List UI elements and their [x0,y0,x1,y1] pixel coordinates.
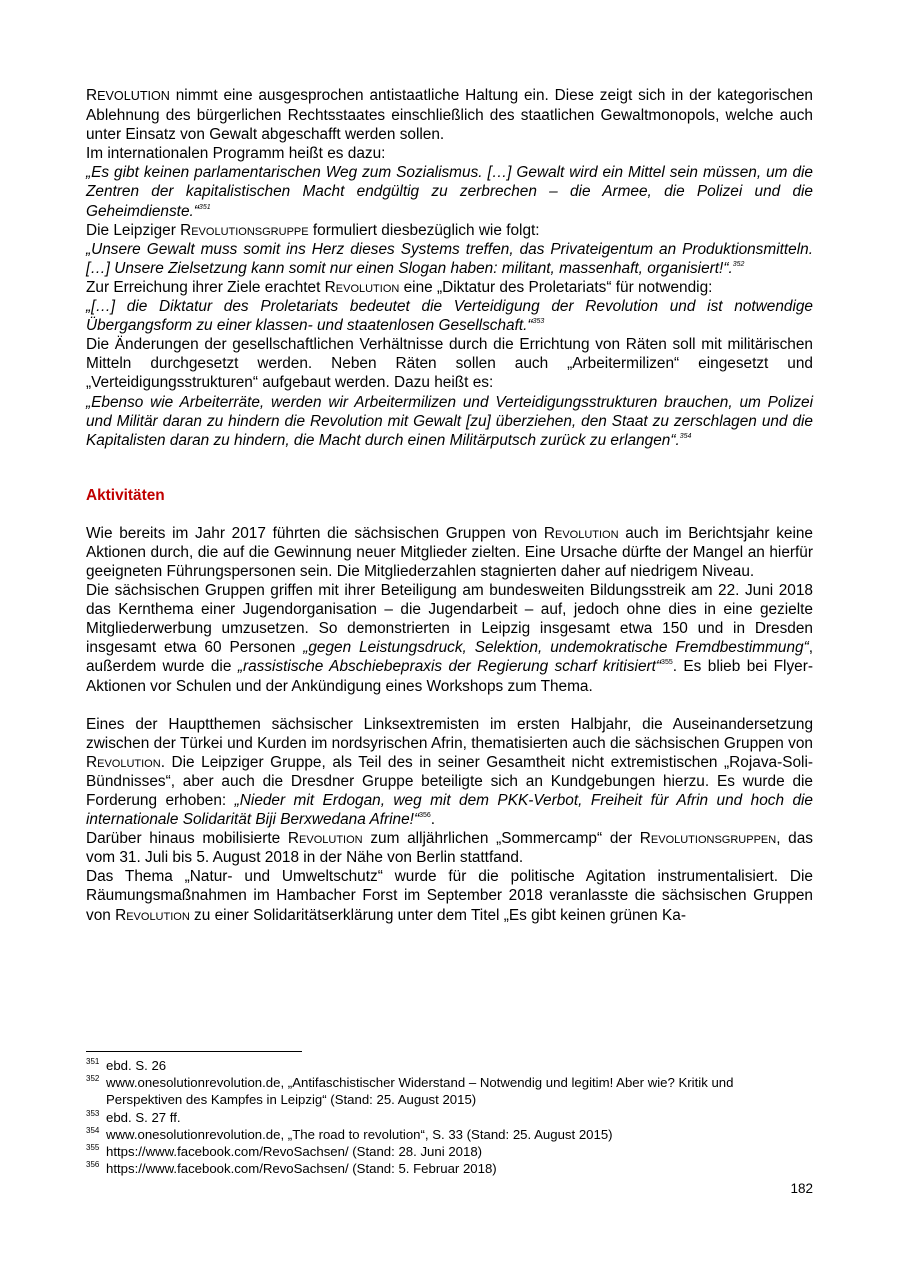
text: zum alljährlichen „Sommercamp“ der [362,830,640,848]
footnote [86,1057,813,1074]
quote-text: „gegen Leistungsdruck, Selektion, undemokratische Fremdbestimmung“ [303,639,809,657]
footnote [86,1160,813,1177]
quote [86,163,813,220]
text: R [86,87,98,104]
paragraph [86,581,813,696]
footnote-number: 354 [86,1125,100,1135]
text: , das vom 31. Juli bis 5. August 2018 in der Nähe von Berlin stattfand. [86,830,814,867]
text: auch im Berichtsjahr keine Aktionen durch, die auf die Gewinnung neuer Mitglieder zielten. Eine Ursache dürfte der Mangel an hierfür geeigneten Führungspersonen sein. Die Mitgliederzahlen stagnierten daher auf niedrigem Niveau. [86,524,813,580]
footnote-ref[interactable]: 354 [679,432,692,440]
footnote-text[interactable]: https://www.facebook.com/RevoSachsen/ (Stand: 5. Februar 2018) [106,1161,497,1177]
text: . Es blieb bei Flyer-Aktionen vor Schulen und der Ankündigung eines Workshops zum Thema. [86,658,813,695]
footnote-text: ebd. S. 26 [106,1058,167,1073]
footnote [86,1126,813,1143]
paragraph [86,715,813,830]
organization-name: Revolutionsgruppe [180,221,309,239]
text: formuliert diesbezüglich wie folgt: [308,221,540,239]
footnote-ref[interactable]: 355 [661,659,673,667]
quote-text: „Es gibt keinen parlamentarischen Weg zum Sozialismus. […] Gewalt wird ein Mittel sein müssen, um die Zentren der kapitalistischen Macht endgültig zu zerbrechen – die Armee, die Polizei und die Geheimdienste.“ [86,164,813,220]
footnote-text[interactable]: https://www.facebook.com/RevoSachsen/ (Stand: 28. Juni 2018) [106,1144,483,1160]
organization-name: Revolution [287,830,363,848]
quote-text: „Ebenso wie Arbeiterräte, werden wir Arbeitermilizen und Verteidigungsstrukturen brauchen, um Polizei und Militär daran zu hindern die Revolution mit Gewalt [zu] überziehen, den Staat zu zerschlagen und die Kapitalisten daran zu hindern, die Macht durch einen Militärputsch zurück zu erlangen“. [86,393,813,449]
quote-text: „rassistische Abschiebepraxis der Regierung scharf kritisiert“ [237,658,662,676]
footnote-ref[interactable]: 351 [198,203,211,211]
spacer [86,505,813,524]
paragraph [86,867,813,924]
paragraph [86,524,813,581]
organization-name: Revolution [86,753,161,771]
footnote-text[interactable]: www.onesolutionrevolution.de, „Antifaschistischer Widerstand – Notwendig und legitim! Aber wie? Kritik und Perspektiven des Kampfes in Leipzig“ (Stand: 25. August 2015) [106,1075,734,1108]
paragraph [86,829,813,867]
text: . [430,811,436,829]
footnote [86,1109,813,1126]
quote [86,393,813,450]
text: Das Thema „Natur- und Umweltschutz“ wurde für die politische Agitation instrumentalisiert. Die Räumungsmaßnahmen im Hambacher Forst im September 2018 veranlasste die sächsischen Gruppen von [86,868,813,924]
footnote-number: 356 [86,1160,100,1170]
page-body [86,86,813,925]
text: Darüber hinaus mobilisierte [86,830,288,848]
footnote-ref[interactable]: 353 [532,318,545,326]
quote-text: „Unsere Gewalt muss somit ins Herz dieses Systems treffen, das Privateigentum an Produktionsmitteln. […] Unsere Zielsetzung kann somit nur einen Slogan haben: militant, massenhaft, organisiert!“. [86,240,813,277]
spacer [86,696,813,715]
page-number: 182 [790,1181,813,1196]
text: . Die Leipziger Gruppe, als Teil des in seiner Gesamtheit nicht extremistischen „Rojava-Soli-Bündnisses“, aber auch die Dresdner Gruppe beteiligte sich an Kundgebungen hierzu. Es wurde die Forderung erhoben: [86,753,813,809]
quote [86,297,813,335]
organization-name: Revolution [115,906,190,924]
organization-name: Revolution [324,278,400,296]
text: zu einer Solidaritätserklärung unter dem Titel „Es gibt keinen grünen Ka- [189,906,686,924]
quote-text: „[…] die Diktatur des Proletariats bedeutet die Verteidigung der Revolution und ist notwendige Übergangsform zu einer klassen- und staatenlosen Gesellschaft.“ [86,298,813,335]
text: eine „Diktatur des Proletariats“ für notwendig: [399,278,713,296]
text: Zur Erreichung ihrer Ziele erachtet [86,278,325,296]
organization-name: Revolutionsgruppen [639,830,777,848]
footnote-ref[interactable]: 356 [419,812,431,820]
paragraph: Im internationalen Programm heißt es dazu: [86,145,386,163]
footnote-text[interactable]: www.onesolutionrevolution.de, „The road to revolution“, S. 33 (Stand: 25. August 2015) [106,1126,613,1142]
paragraph [86,86,813,144]
footnote-number: 355 [86,1143,100,1153]
text: Die sächsischen Gruppen griffen mit ihrer Beteiligung am bundesweiten Bildungsstreik am 22. Juni 2018 das Kernthema einer Jugendorganisation – die Jugendarbeit – auf, jedoch ohne dies in eine gezielte Mitgliederwerbung umzusetzen. So demonstrierten in Leipzig insgesamt etwa 150 und in Dresden insgesamt etwa 60 Personen [86,582,813,657]
paragraph: Die Änderungen der gesellschaftlichen Verhältnisse durch die Errichtung von Räten soll mit militärischen Mitteln durchgesetzt werden. Neben Räten sollen auch „Arbeitermilizen“ eingesetzt und „Verteidigungsstrukturen“ aufgebaut werden. Dazu heißt es: [86,336,813,392]
organization-name: Revolution [543,524,619,542]
footnote-number: 351 [86,1057,100,1066]
text: nimmt eine ausgesprochen antistaatliche Haltung ein. Diese zeigt sich in der kategorischen Ablehnung des bürgerlichen Rechtsstaates einschließlich des staatlichen Gewaltmonopols, welche auch unter Einsatz von Gewalt abgeschafft werden sollen. [86,87,813,144]
text: , außerdem wurde die [86,639,813,676]
footnote-text: ebd. S. 27 ff. [106,1109,181,1125]
quote-text: „Nieder mit Erdogan, weg mit dem PKK-Verbot, Freiheit für Afrin und hoch die internationale Solidarität Biji Berxwedana Afrine!“ [86,792,813,829]
organization-name: EVOLUTION [97,89,170,103]
text: Eines der Hauptthemen sächsischer Linksextremisten im ersten Halbjahr, die Auseinandersetzung zwischen der Türkei und Kurden im nordsyrischen Afrin, thematisierten auch die sächsischen Gruppen von [86,715,813,752]
text: Die Leipziger [86,221,181,239]
section-heading: Aktivitäten [86,486,165,504]
paragraph [86,221,813,240]
paragraph [86,278,813,297]
footnote-ref[interactable]: 352 [732,260,745,268]
text: Wie bereits im Jahr 2017 führten die sächsischen Gruppen von [86,524,544,542]
footnote-number: 353 [86,1108,100,1118]
footnote [86,1074,813,1108]
footnotes [86,1057,813,1177]
footnote-number: 352 [86,1074,100,1084]
footnote [86,1143,813,1160]
quote [86,240,813,278]
footnote-divider [86,1051,302,1052]
